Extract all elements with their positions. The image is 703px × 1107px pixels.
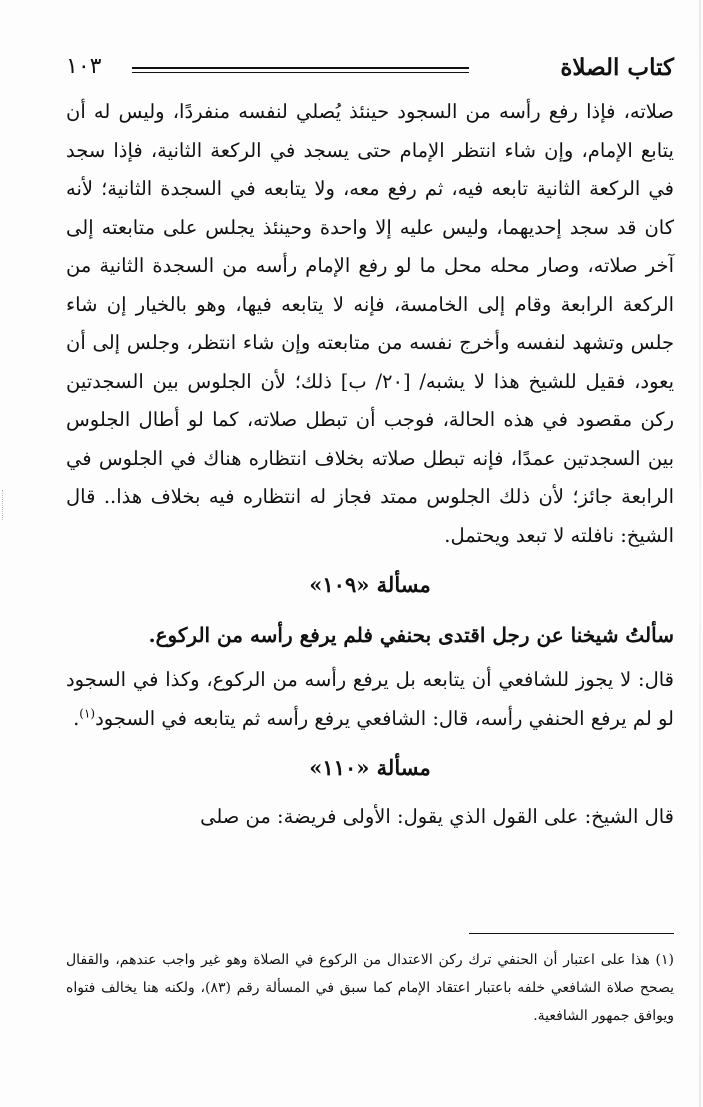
page-number: ١٠٣ [66,54,102,79]
scan-artifact [2,490,5,520]
issue-heading-110: مسألة «١١٠» [309,755,431,780]
footnote-1: (١) هذا على اعتبار أن الحنفي ترك ركن الاعتدال من الركوع في الصلاة وهو غير واجب عندهم، والقفال يصحح صلاة الشافعي خلفه باعتبار اعتقاد الإمام كما سبق في المسألة رقم (٨٣)، ولكنه هنا يخالف فتواه ويوافق جمهور الشافعية. [66,952,674,1024]
paragraph-110: قال الشيخ: على القول الذي يقول: الأولى فريضة: من صلى [200,805,674,828]
answer-109-end: . [73,706,80,730]
footnotes [66,946,674,1030]
question-109: سألتُ شيخنا عن رجل اقتدى بحنفي فلم يرفع رأسه من الركوع. [148,623,674,647]
footnote-separator [469,933,674,934]
page-header [66,50,674,90]
issue-heading-109: مسألة «١٠٩» [309,572,431,597]
main-text [66,93,674,837]
answer-109 [66,661,674,738]
opening-paragraph: صلاته، فإذا رفع رأسه من السجود حينئذ يُصلي لنفسه منفردًا، وليس له أن يتابع الإمام، وإن شاء انتظر الإمام حتى يسجد في الركعة الثانية، فإذا سجد في الركعة الثانية تابعه فيه، ثم رفع معه، ولا يتابعه في السجدة الثانية؛ لأنه كان قد سجد إحديهما، وليس عليه إلا واحدة وحينئذ يجلس على متابعته إلى آخر صلاته، وصار محله محل ما لو رفع الإمام رأسه من السجدة الثانية من الركعة الرابعة وقام إلى الخامسة، فإنه لا يتابعه فيها، وهو بالخيار إن شاء جلس وتشهد لنفسه وأخرج نفسه من متابعته وإن شاء انتظر، وجلس إلى أن يعود، فقيل للشيخ هذا لا يشبه/ [٢٠/ ب] ذلك؛ لأن الجلوس بين السجدتين ركن مقصود في هذه الحالة، فوجب أن تبطل صلاته، كما لو أطال الجلوس بين السجدتين عمدًا، فإنه تبطل صلاته بخلاف انتظاره هناك في الجلوس في الرابعة جائز؛ لأن ذلك الجلوس ممتد فجاز له انتظاره فيه بخلاف هذا.. قال الشيخ: نافلته لا تبعد ويحتمل. [66,100,674,547]
running-title: كتاب الصلاة [560,54,674,81]
scan-edge-shadow [699,0,701,1107]
header-rule [132,67,469,73]
footnote-reference: (١) [79,706,96,720]
answer-109-text: قال: لا يجوز للشافعي أن يتابعه بل يرفع رأسه من الركوع، وكذا في السجود لو لم يرفع الحنفي رأسه، قال: الشافعي يرفع رأسه ثم يتابعه في السجود [66,668,674,730]
